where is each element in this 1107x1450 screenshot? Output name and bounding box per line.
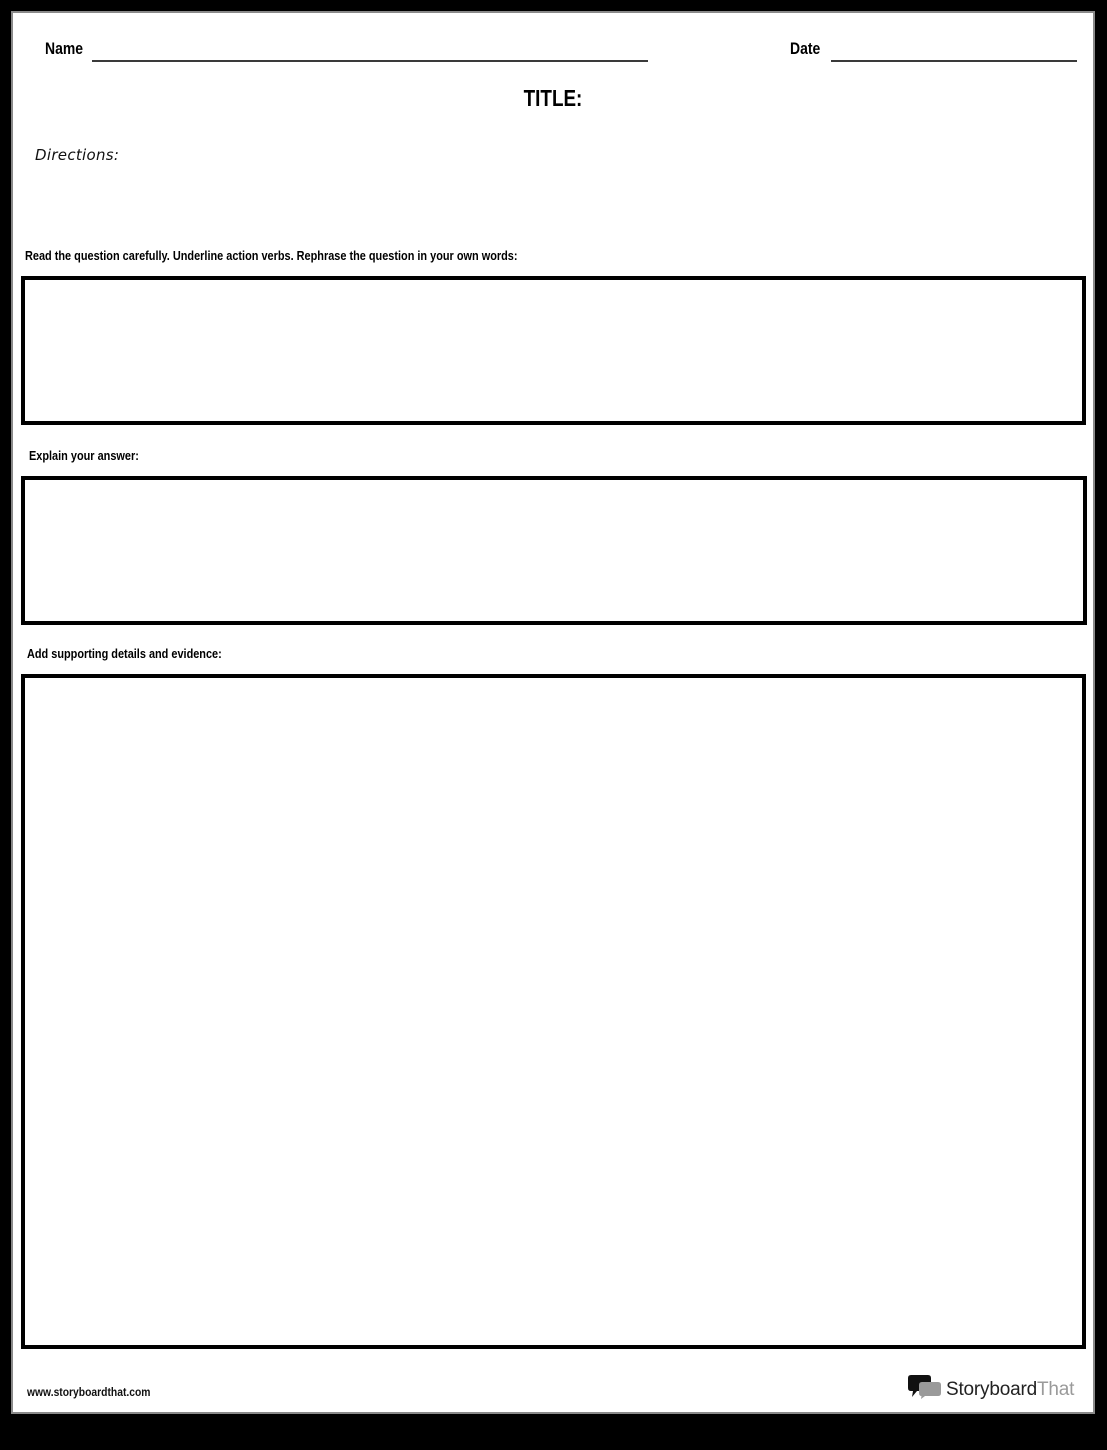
rephrase-question-box[interactable]: [21, 276, 1086, 425]
logo-text-secondary: That: [1036, 1378, 1075, 1400]
page-title: TITLE:: [523, 85, 583, 111]
storyboardthat-logo: [908, 1374, 1074, 1405]
speech-bubbles-icon: [908, 1374, 942, 1405]
section-2-prompt: Explain your answer:: [29, 448, 139, 463]
date-field[interactable]: [831, 60, 1077, 62]
explain-answer-box[interactable]: [21, 476, 1087, 625]
worksheet-page: [11, 11, 1095, 1414]
logo-text: [946, 1379, 1074, 1401]
directions-label: Directions:: [35, 146, 120, 164]
logo-text-primary: Storyboard: [946, 1378, 1037, 1400]
name-field[interactable]: [92, 60, 648, 62]
date-label: Date: [790, 39, 821, 58]
section-1-prompt: Read the question carefully. Underline action verbs. Rephrase the question in your own words:: [25, 248, 518, 263]
footer-url: www.storyboardthat.com: [27, 1385, 151, 1399]
name-label: Name: [45, 39, 83, 58]
supporting-details-box[interactable]: [21, 674, 1086, 1349]
section-3-prompt: Add supporting details and evidence:: [27, 646, 222, 661]
